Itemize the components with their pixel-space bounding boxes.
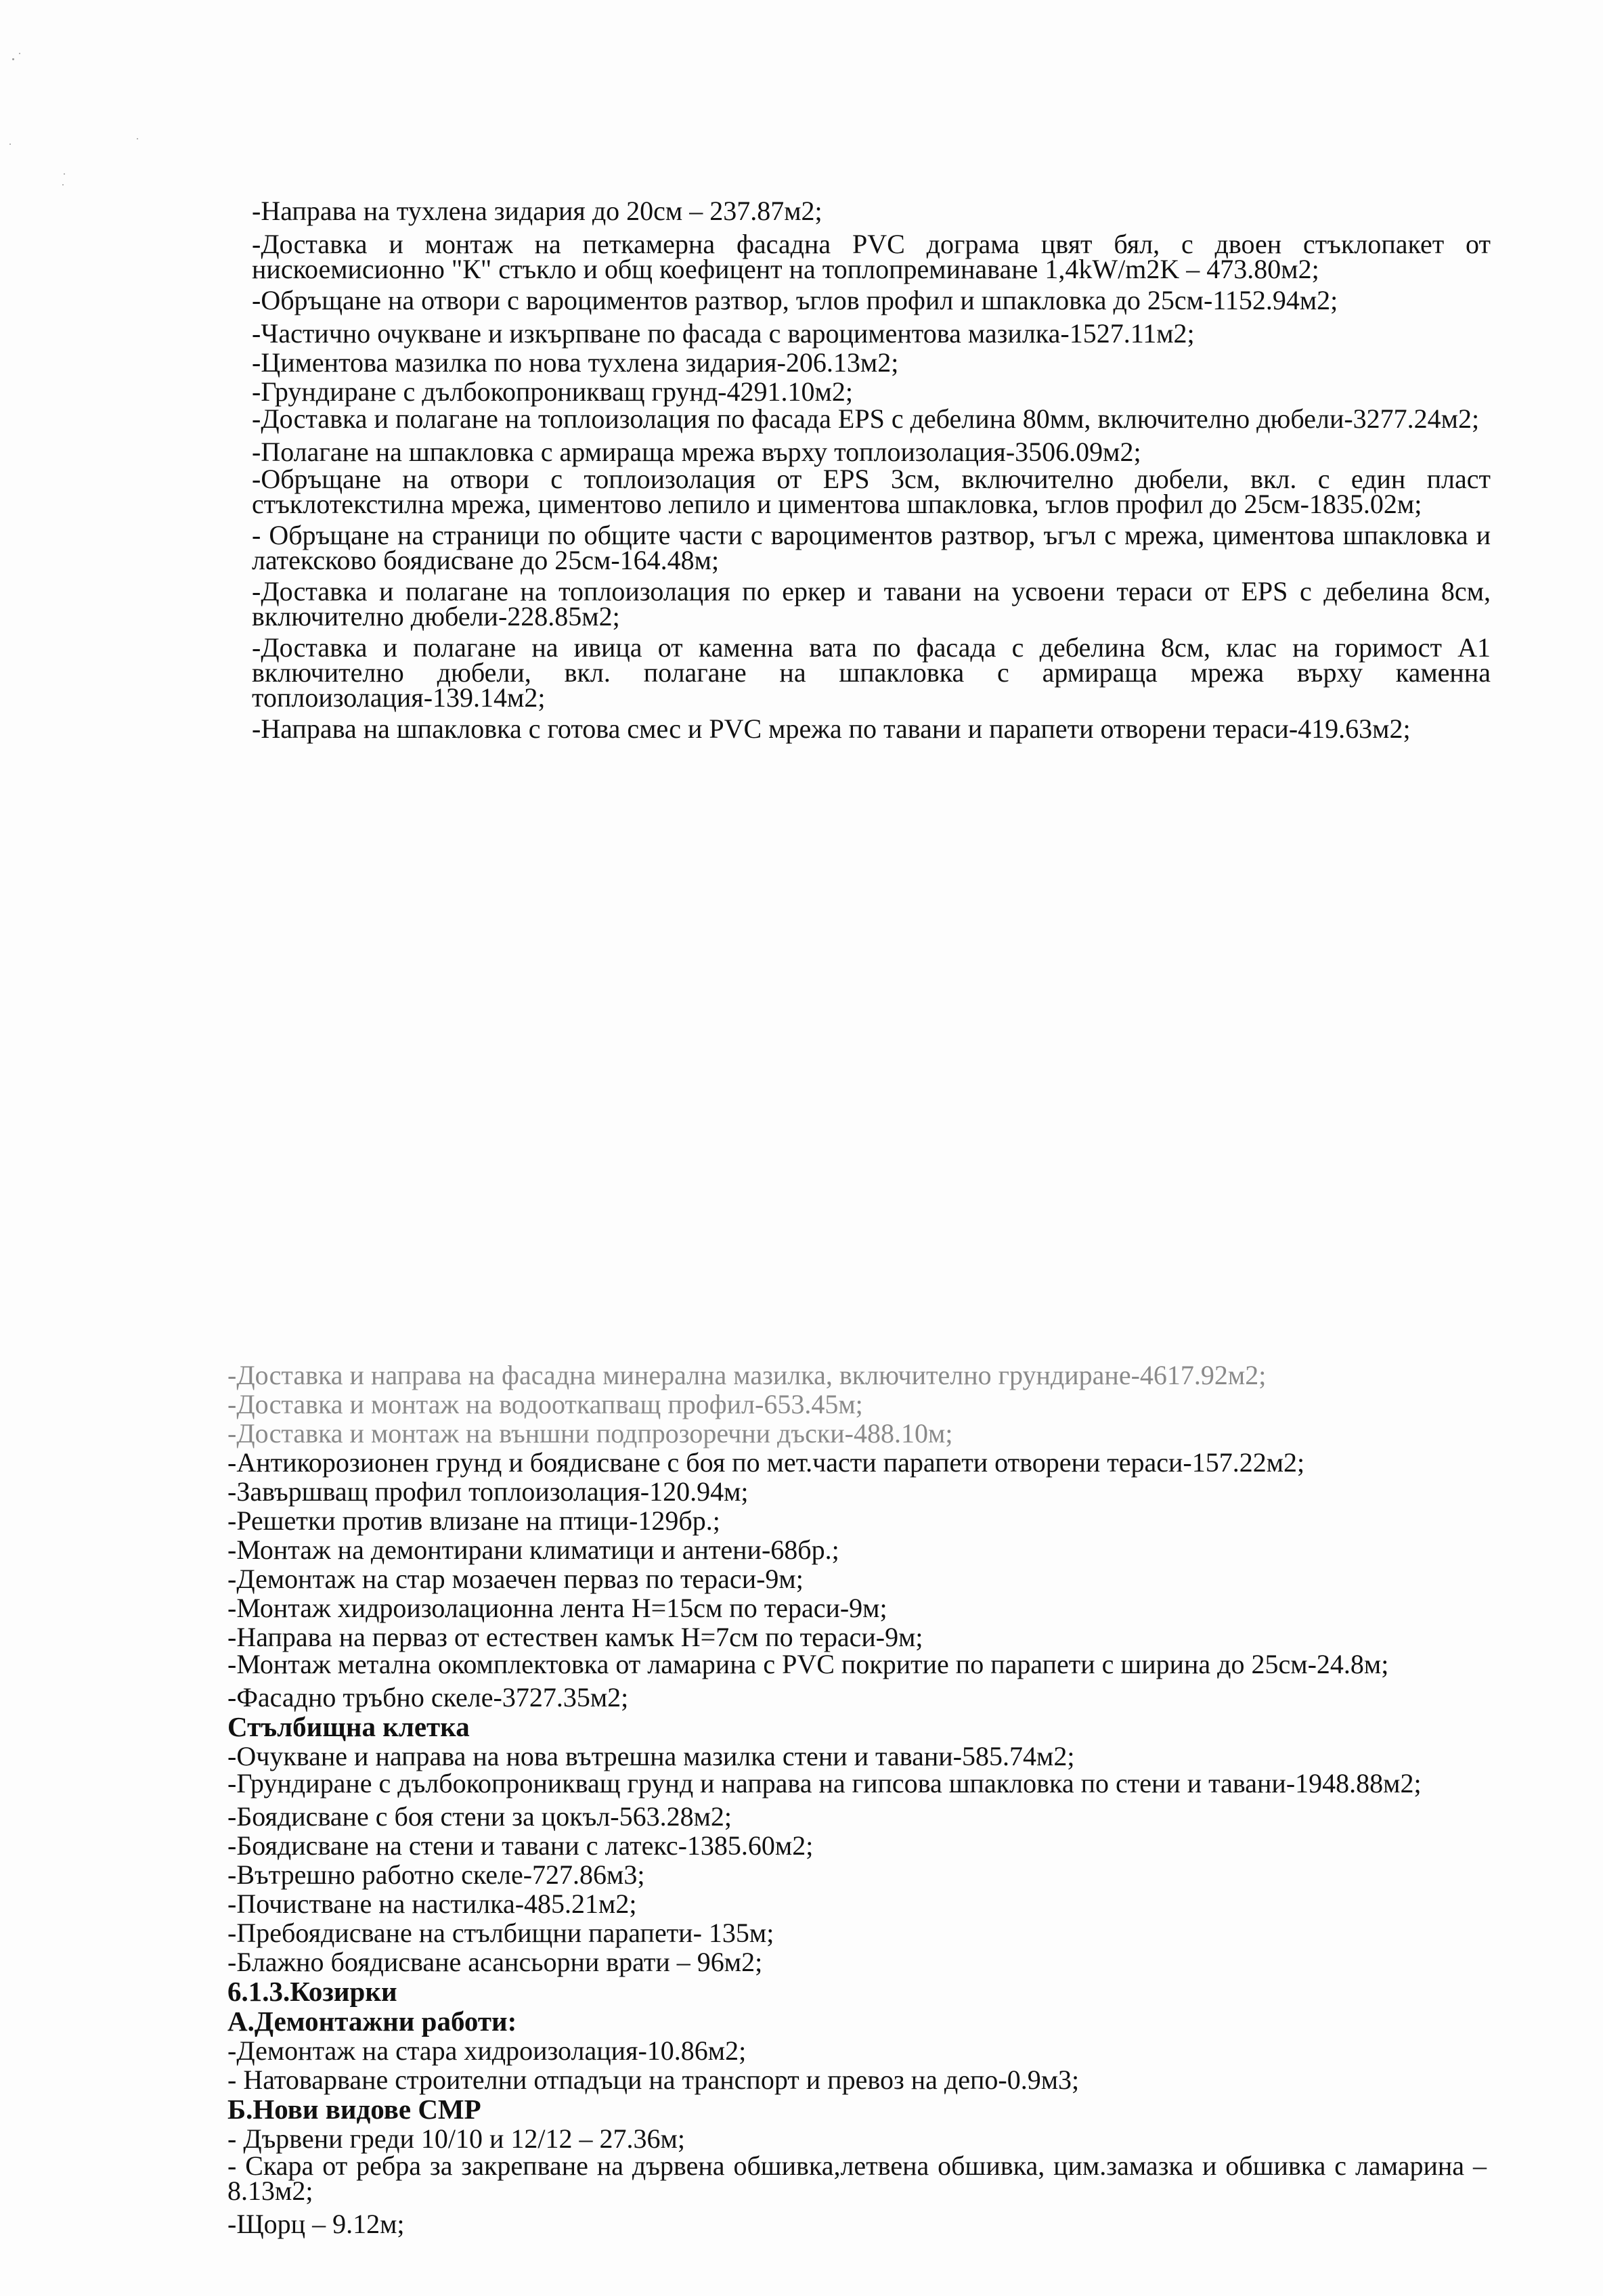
list-item: -Монтаж метална окомплектовка от ламарина с PVC покритие по парапети с ширина до 25см-24.8м; xyxy=(227,1649,1389,1679)
section-heading-canopies: 6.1.3.Козирки xyxy=(227,1976,397,2007)
scan-speck xyxy=(19,53,20,54)
facade-works-list xyxy=(252,196,1491,744)
list-item: -Циментова мазилка по нова тухлена зидария-206.13м2; xyxy=(252,347,899,378)
list-item: -Направа на шпакловка с готова смес и PVC мрежа по тавани и парапети отворени тераси-419.63м2; xyxy=(252,713,1411,744)
list-item: -Завършващ профил топлоизолация-120.94м; xyxy=(227,1476,749,1507)
scan-speck xyxy=(62,184,64,185)
list-item: -Доставка и полагане на ивица от каменна вата по фасада с дебелина 8см, клас на горимост A1 включително дюбели, вкл. полагане на шпакловка с армираща мрежа върху каменна топлоизолация-139.14м2; xyxy=(252,632,1491,713)
list-item: -Частично очукване и изкърпване по фасада с вароциментова мазилка-1527.11м2; xyxy=(252,318,1195,349)
list-item: - Обръщане на страници по общите части с вароциментов разтвор, ъгъл с мрежа, циментова шпакловка и латексково боядисване до 25см-164.48м; xyxy=(252,520,1491,575)
list-item: -Решетки против влизане на птици-129бр.; xyxy=(227,1505,720,1536)
list-item: -Вътрешно работно скеле-727.86м3; xyxy=(227,1859,645,1890)
section-heading-stairwell: Стълбищна клетка xyxy=(227,1711,470,1742)
list-item: -Боядисване на стени и тавани с латекс-1385.60м2; xyxy=(227,1830,814,1861)
subheading-dismantling: А.Демонтажни работи: xyxy=(227,2006,517,2037)
list-item: -Блажно боядисване асансьорни врати – 96м2; xyxy=(227,1947,763,1977)
list-item: -Направа на перваз от естествен камък H=7см по тераси-9м; xyxy=(227,1622,923,1652)
list-item: -Доставка и полагане на топлоизолация по еркер и тавани на усвоени тераси от EPS с дебелина 8см, включително дюбели-228.85м2; xyxy=(252,576,1491,632)
list-item: -Антикорозионен грунд и боядисване с боя по мет.части парапети отворени тераси-157.22м2; xyxy=(227,1447,1305,1478)
facade-works-list-continued xyxy=(227,1361,1487,2238)
list-item: -Грундиране с дълбокопроникващ грунд-4291.10м2; xyxy=(252,376,853,407)
subheading-new-works: Б.Нови видове СМР xyxy=(227,2094,481,2125)
list-item: -Пребоядисване на стълбищни парапети- 135м; xyxy=(227,1918,774,1948)
scan-speck xyxy=(137,138,138,139)
list-item: -Очукване и направа на нова вътрешна мазилка стени и тавани-585.74м2; xyxy=(227,1741,1075,1771)
list-item: -Демонтаж на стар мозаечен перваз по тераси-9м; xyxy=(227,1564,804,1594)
list-item: -Монтаж на демонтирани климатици и антени-68бр.; xyxy=(227,1535,839,1565)
list-item: -Доставка и полагане на топлоизолация по фасада EPS с дебелина 80мм, включително дюбели-3277.24м2; xyxy=(252,403,1480,434)
list-item: -Боядисване с боя стени за цокъл-563.28м2; xyxy=(227,1801,732,1832)
list-item: - Натоварване строителни отпадъци на транспорт и превоз на депо-0.9м3; xyxy=(227,2065,1080,2095)
list-item: -Обръщане на отвори с топлоизолация от EPS 3см, включително дюбели, вкл. с един пласт стъклотекстилна мрежа, циментово лепило и циментова шпакловка, ъглов профил до 25см-1835.02м; xyxy=(252,464,1491,519)
list-item: -Почистване на настилка-485.21м2; xyxy=(227,1889,637,1919)
list-item: -Демонтаж на стара хидроизолация-10.86м2; xyxy=(227,2035,747,2066)
list-item: -Монтаж хидроизолационна лента H=15см по тераси-9м; xyxy=(227,1593,887,1623)
list-item: -Доставка и монтаж на външни подпрозоречни дъски-488.10м; xyxy=(227,1418,953,1449)
list-item: -Полагане на шпакловка с армираща мрежа върху топлоизолация-3506.09м2; xyxy=(252,437,1141,467)
scan-speck xyxy=(12,58,14,60)
scan-speck xyxy=(64,173,65,175)
list-item: -Доставка и монтаж на петкамерна фасадна PVC дограма цвят бял, с двоен стъклопакет от нискоемисионно "К" стъкло и общ коефицент на топлопреминаване 1,4kW/m2K – 473.80м2; xyxy=(252,229,1491,284)
scan-speck xyxy=(9,144,11,145)
list-item: -Доставка и монтаж на водооткапващ профил-653.45м; xyxy=(227,1389,863,1419)
list-item: -Обръщане на отвори с вароциментов разтвор, ъглов профил и шпакловка до 25см-1152.94м2; xyxy=(252,285,1338,315)
list-item: -Грундиране с дълбокопроникващ грунд и направа на гипсова шпакловка по стени и тавани-1948.88м2; xyxy=(227,1768,1422,1798)
list-item: -Доставка и направа на фасадна минерална мазилка, включително грундиране-4617.92м2; xyxy=(227,1360,1267,1390)
list-item: -Щорц – 9.12м; xyxy=(227,2209,405,2239)
list-item: - Скара от ребра за закрепване на дървена обшивка,летвена обшивка, цим.замазка и обшивка с ламарина – 8.13м2; xyxy=(227,2150,1487,2206)
list-item: - Дървени греди 10/10 и 12/12 – 27.36м; xyxy=(227,2123,685,2154)
list-item: -Направа на тухлена зидария до 20см – 237.87м2; xyxy=(252,196,822,226)
list-item: -Фасадно тръбно скеле-3727.35м2; xyxy=(227,1682,629,1713)
